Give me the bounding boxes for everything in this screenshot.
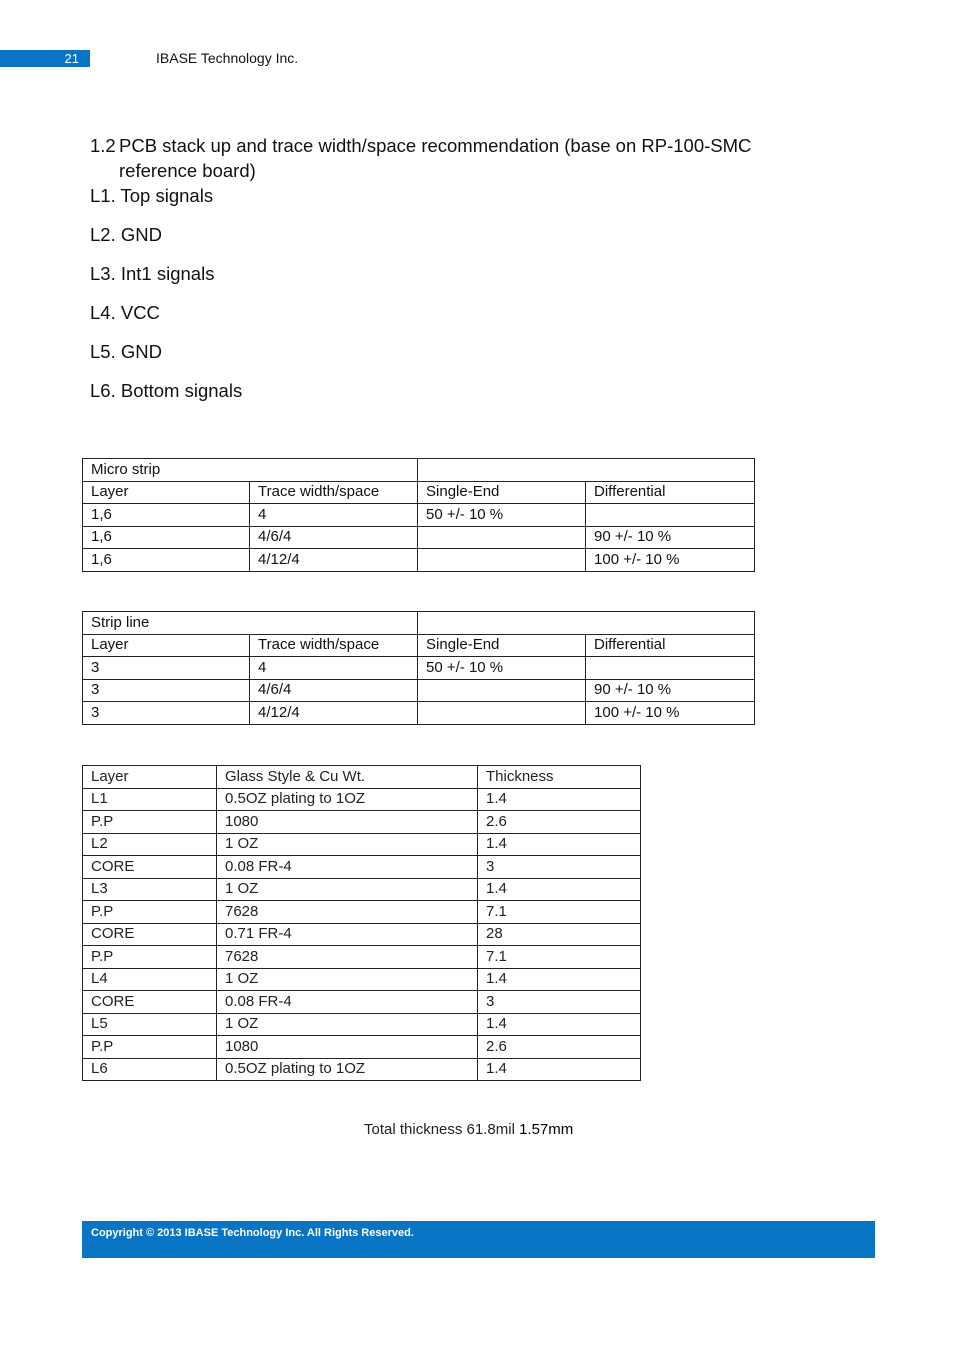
- table-cell: [418, 526, 586, 549]
- micro-strip-table: [82, 458, 755, 572]
- table-cell: [418, 702, 586, 725]
- table-cell: P.P: [83, 901, 217, 924]
- table-cell: 1.4: [478, 968, 641, 991]
- table-cell: CORE: [83, 923, 217, 946]
- table-header-row: [83, 766, 641, 789]
- column-header: Layer: [83, 634, 250, 657]
- table-cell: 3: [83, 657, 250, 680]
- table-title: Strip line: [83, 612, 418, 635]
- column-header: Thickness: [478, 766, 641, 789]
- table-cell: CORE: [83, 991, 217, 1014]
- column-header: Single-End: [418, 634, 586, 657]
- table-cell: 90 +/- 10 %: [586, 526, 755, 549]
- table-cell: 1.4: [478, 833, 641, 856]
- table-cell: 7628: [217, 901, 478, 924]
- table-cell: 1 OZ: [217, 968, 478, 991]
- table-cell: 1.4: [478, 788, 641, 811]
- table-row: [83, 504, 755, 527]
- table-cell: 100 +/- 10 %: [586, 549, 755, 572]
- total-thickness-label: Total thickness 61.8mil: [364, 1121, 515, 1138]
- table-cell: 28: [478, 923, 641, 946]
- table-cell: 1.4: [478, 1058, 641, 1081]
- table-cell: 0.5OZ plating to 1OZ: [217, 1058, 478, 1081]
- page-number: 21: [0, 50, 90, 67]
- table-row: [83, 968, 641, 991]
- table-cell: 90 +/- 10 %: [586, 679, 755, 702]
- table-cell: 7.1: [478, 946, 641, 969]
- section-number: 1.2: [90, 135, 116, 156]
- table-row: [83, 549, 755, 572]
- table-cell: 1.4: [478, 878, 641, 901]
- table-cell: [586, 504, 755, 527]
- layer-item: L3. Int1 signals: [90, 263, 215, 284]
- layer-item: L6. Bottom signals: [90, 380, 243, 401]
- table-cell: 1080: [217, 1036, 478, 1059]
- column-header: Glass Style & Cu Wt.: [217, 766, 478, 789]
- table-row: [83, 459, 755, 482]
- table-cell: L1: [83, 788, 217, 811]
- table-row: [83, 991, 641, 1014]
- table-cell: 7.1: [478, 901, 641, 924]
- strip-line-table: [82, 611, 755, 725]
- table-header-row: [83, 634, 755, 657]
- table-cell: P.P: [83, 946, 217, 969]
- table-row: [83, 878, 641, 901]
- table-row: [83, 901, 641, 924]
- table-cell: 1 OZ: [217, 833, 478, 856]
- column-header: Trace width/space: [250, 481, 418, 504]
- table-cell: 0.08 FR-4: [217, 856, 478, 879]
- table-header-row: [83, 481, 755, 504]
- total-thickness-mm: 1.57mm: [519, 1121, 574, 1138]
- table-row: [83, 702, 755, 725]
- column-header: Single-End: [418, 481, 586, 504]
- table-row: [83, 612, 755, 635]
- table-cell: 1,6: [83, 504, 250, 527]
- table-cell: 2.6: [478, 811, 641, 834]
- table-cell: L6: [83, 1058, 217, 1081]
- table-row: [83, 788, 641, 811]
- layer-item: L2. GND: [90, 224, 162, 245]
- table-cell: 50 +/- 10 %: [418, 657, 586, 680]
- table-cell: 4/12/4: [250, 549, 418, 572]
- table-cell: 4: [250, 657, 418, 680]
- table-cell: L4: [83, 968, 217, 991]
- table-cell: 3: [478, 991, 641, 1014]
- table-row: [83, 833, 641, 856]
- table-cell: 4/6/4: [250, 526, 418, 549]
- table-row: [83, 679, 755, 702]
- table-row: [83, 856, 641, 879]
- table-cell: 1.4: [478, 1013, 641, 1036]
- table-cell: 1,6: [83, 549, 250, 572]
- section-title: PCB stack up and trace width/space recommendation (base on RP-100-SMC reference board): [119, 135, 752, 181]
- table-cell: 7628: [217, 946, 478, 969]
- table-row: [83, 657, 755, 680]
- column-header: Layer: [83, 481, 250, 504]
- table-cell: P.P: [83, 1036, 217, 1059]
- table-cell: 1 OZ: [217, 878, 478, 901]
- total-thickness: [364, 1120, 573, 1140]
- table-cell: [418, 679, 586, 702]
- layer-item: L1. Top signals: [90, 185, 214, 206]
- table-cell: 0.71 FR-4: [217, 923, 478, 946]
- table-row: [83, 1036, 641, 1059]
- footer-copyright: Copyright © 2013 IBASE Technology Inc. All Rights Reserved.: [82, 1221, 875, 1258]
- table-cell: P.P: [83, 811, 217, 834]
- column-header: Layer: [83, 766, 217, 789]
- column-header: Differential: [586, 481, 755, 504]
- column-header: Trace width/space: [250, 634, 418, 657]
- table-cell: 3: [83, 702, 250, 725]
- table-cell: 100 +/- 10 %: [586, 702, 755, 725]
- table-cell: [418, 549, 586, 572]
- table-cell: L5: [83, 1013, 217, 1036]
- layer-item: L4. VCC: [90, 302, 160, 323]
- table-cell: 1 OZ: [217, 1013, 478, 1036]
- table-cell: [586, 657, 755, 680]
- table-cell: 1080: [217, 811, 478, 834]
- table-cell: 2.6: [478, 1036, 641, 1059]
- table-cell: [418, 459, 755, 482]
- company-name: IBASE Technology Inc.: [156, 50, 299, 66]
- table-row: [83, 923, 641, 946]
- table-cell: 4/12/4: [250, 702, 418, 725]
- table-cell: CORE: [83, 856, 217, 879]
- table-row: [83, 526, 755, 549]
- table-cell: 0.5OZ plating to 1OZ: [217, 788, 478, 811]
- layer-item: L5. GND: [90, 341, 162, 362]
- table-row: [83, 946, 641, 969]
- table-cell: 3: [478, 856, 641, 879]
- table-row: [83, 1013, 641, 1036]
- table-cell: 4/6/4: [250, 679, 418, 702]
- table-cell: 4: [250, 504, 418, 527]
- table-title: Micro strip: [83, 459, 418, 482]
- table-cell: 0.08 FR-4: [217, 991, 478, 1014]
- stackup-table: [82, 765, 641, 1081]
- table-cell: 3: [83, 679, 250, 702]
- table-cell: 1,6: [83, 526, 250, 549]
- table-row: [83, 811, 641, 834]
- table-row: [83, 1058, 641, 1081]
- column-header: Differential: [586, 634, 755, 657]
- table-cell: 50 +/- 10 %: [418, 504, 586, 527]
- table-cell: [418, 612, 755, 635]
- table-cell: L2: [83, 833, 217, 856]
- table-cell: L3: [83, 878, 217, 901]
